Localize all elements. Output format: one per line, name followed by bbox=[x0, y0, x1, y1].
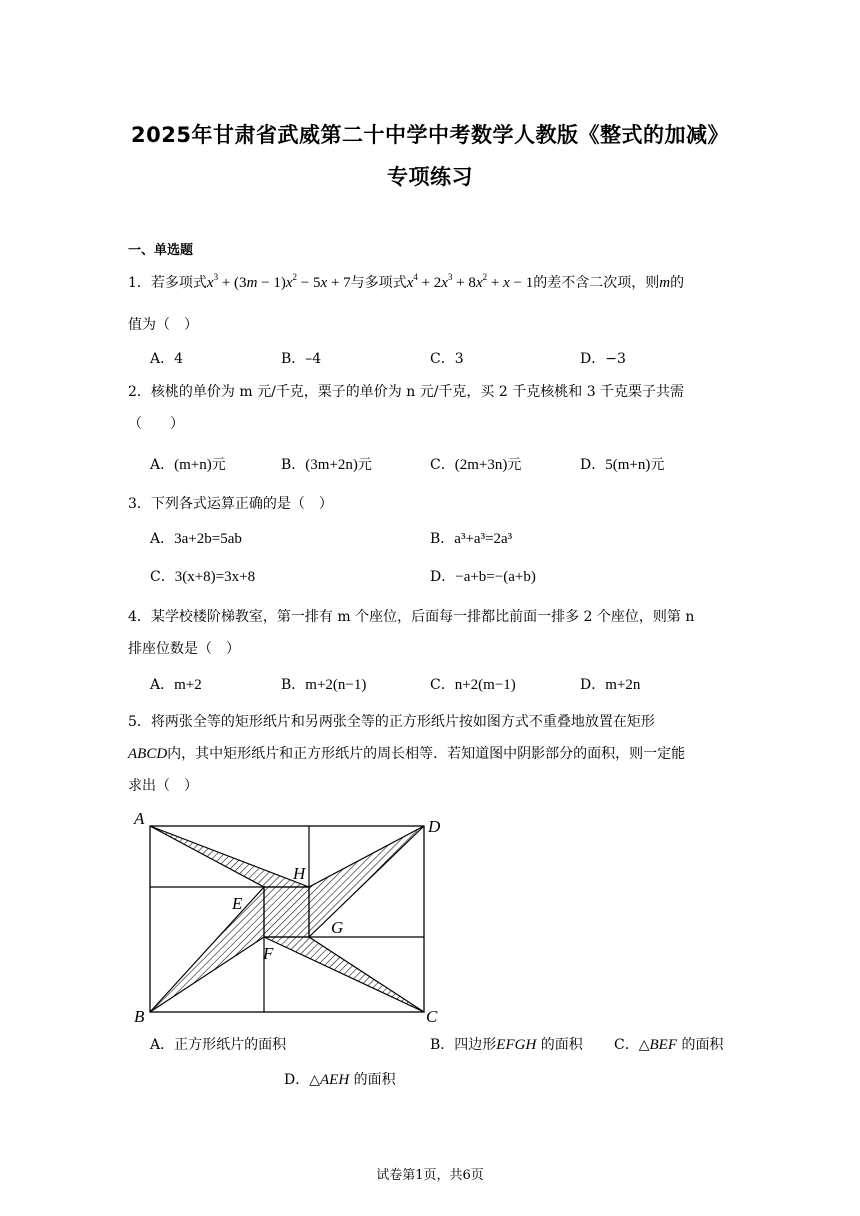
triangle-bef bbox=[150, 887, 264, 1012]
q1-option-a[interactable]: A．4 bbox=[150, 351, 184, 367]
q1-option-b[interactable]: B．–4 bbox=[281, 351, 322, 367]
q1-option-c[interactable]: C．3 bbox=[430, 351, 464, 367]
q1-number: 1． bbox=[128, 275, 151, 291]
question-1-line-2: 值为（ ） bbox=[128, 317, 198, 333]
q3-option-a[interactable]: A．3a+2b=5ab bbox=[150, 531, 242, 547]
q2-option-a[interactable]: A．(m+n)元 bbox=[150, 457, 226, 473]
q4-option-c[interactable]: C．n+2(m−1) bbox=[430, 677, 516, 693]
q1-var: m bbox=[659, 275, 671, 291]
q1-lead: 若多项式 bbox=[150, 275, 207, 291]
q5-option-a[interactable]: A．正方形纸片的面积 bbox=[150, 1037, 287, 1053]
q2-option-d[interactable]: D．5(m+n)元 bbox=[580, 457, 665, 473]
question-5-line-2: ABCD内，其中矩形纸片和正方形纸片的周长相等．若知道图中阴影部分的面积，则一定能 bbox=[128, 746, 686, 762]
q5-option-c[interactable]: C．△BEF 的面积 bbox=[614, 1037, 724, 1053]
label-g: G bbox=[331, 918, 344, 937]
label-e: E bbox=[232, 894, 243, 913]
question-4-line-2: 排座位数是（ ） bbox=[128, 641, 240, 657]
q3-option-d[interactable]: D．−a+b=−(a+b) bbox=[430, 569, 536, 585]
q3-option-b[interactable]: B．a³+a³=2a³ bbox=[430, 531, 513, 547]
label-d: D bbox=[428, 817, 441, 836]
triangle-aeh bbox=[150, 826, 309, 887]
q3-option-c[interactable]: C．3(x+8)=3x+8 bbox=[150, 569, 256, 585]
q4-option-b[interactable]: B．m+2(n−1) bbox=[281, 677, 367, 693]
label-c: C bbox=[426, 1007, 438, 1026]
question-1-line-1 bbox=[128, 273, 684, 293]
label-b: B bbox=[134, 1007, 145, 1026]
q4-option-d[interactable]: D．m+2n bbox=[580, 677, 641, 693]
label-f: F bbox=[263, 944, 274, 963]
triangle-cfg bbox=[264, 937, 424, 1012]
title-line-1: 2025年甘肃省武威第二十中学中考数学人教版《整式的加减》 bbox=[131, 123, 729, 147]
q1-poly-1: $x^3 + (3m - 1)x^2 - 5x + 7$ bbox=[206, 272, 351, 291]
q5-option-d[interactable]: D．△AEH 的面积 bbox=[284, 1072, 396, 1088]
triangle-dgh bbox=[309, 826, 424, 937]
q1-mid: 与多项式 bbox=[350, 275, 407, 291]
question-2-line-1: 2．核桃的单价为 m 元/千克，栗子的单价为 n 元/千克，买 2 千克核桃和 3 千克栗子共需 bbox=[128, 384, 685, 400]
q2-option-c[interactable]: C．(2m+3n)元 bbox=[430, 457, 522, 473]
question-4-line-1: 4．某学校楼阶梯教室，第一排有 m 个座位，后面每一排都比前面一排多 2 个座位，则第 n bbox=[128, 609, 695, 625]
section-heading: 一、单选题 bbox=[128, 243, 194, 258]
page-footer: 试卷第1页，共6页 bbox=[376, 1168, 484, 1183]
question-5-line-1: 5．将两张全等的矩形纸片和另两张全等的正方形纸片按如图方式不重叠地放置在矩形 bbox=[128, 714, 655, 730]
question-5-line-3: 求出（ ） bbox=[128, 778, 198, 794]
label-a: A bbox=[134, 809, 145, 828]
geometry-figure bbox=[128, 808, 441, 1028]
question-3-line-1: 3．下列各式运算正确的是（ ） bbox=[128, 496, 333, 512]
title-line-2: 专项练习 bbox=[387, 165, 473, 189]
q4-option-a[interactable]: A．m+2 bbox=[150, 677, 202, 693]
question-2-line-2: （ ） bbox=[128, 416, 184, 432]
label-h: H bbox=[293, 864, 306, 883]
q1-end: 的 bbox=[670, 275, 685, 291]
q5-option-b[interactable]: B．四边形EFGH 的面积 bbox=[430, 1037, 583, 1053]
q1-tail: 的差不含二次项，则 bbox=[533, 275, 660, 291]
q2-option-b[interactable]: B．(3m+2n)元 bbox=[281, 457, 372, 473]
quadrilateral-efgh bbox=[264, 887, 309, 937]
q1-poly-2: $x^4 + 2x^3 + 8x^2 + x - 1$ bbox=[406, 272, 534, 291]
q1-option-d[interactable]: D．−3 bbox=[580, 351, 626, 367]
